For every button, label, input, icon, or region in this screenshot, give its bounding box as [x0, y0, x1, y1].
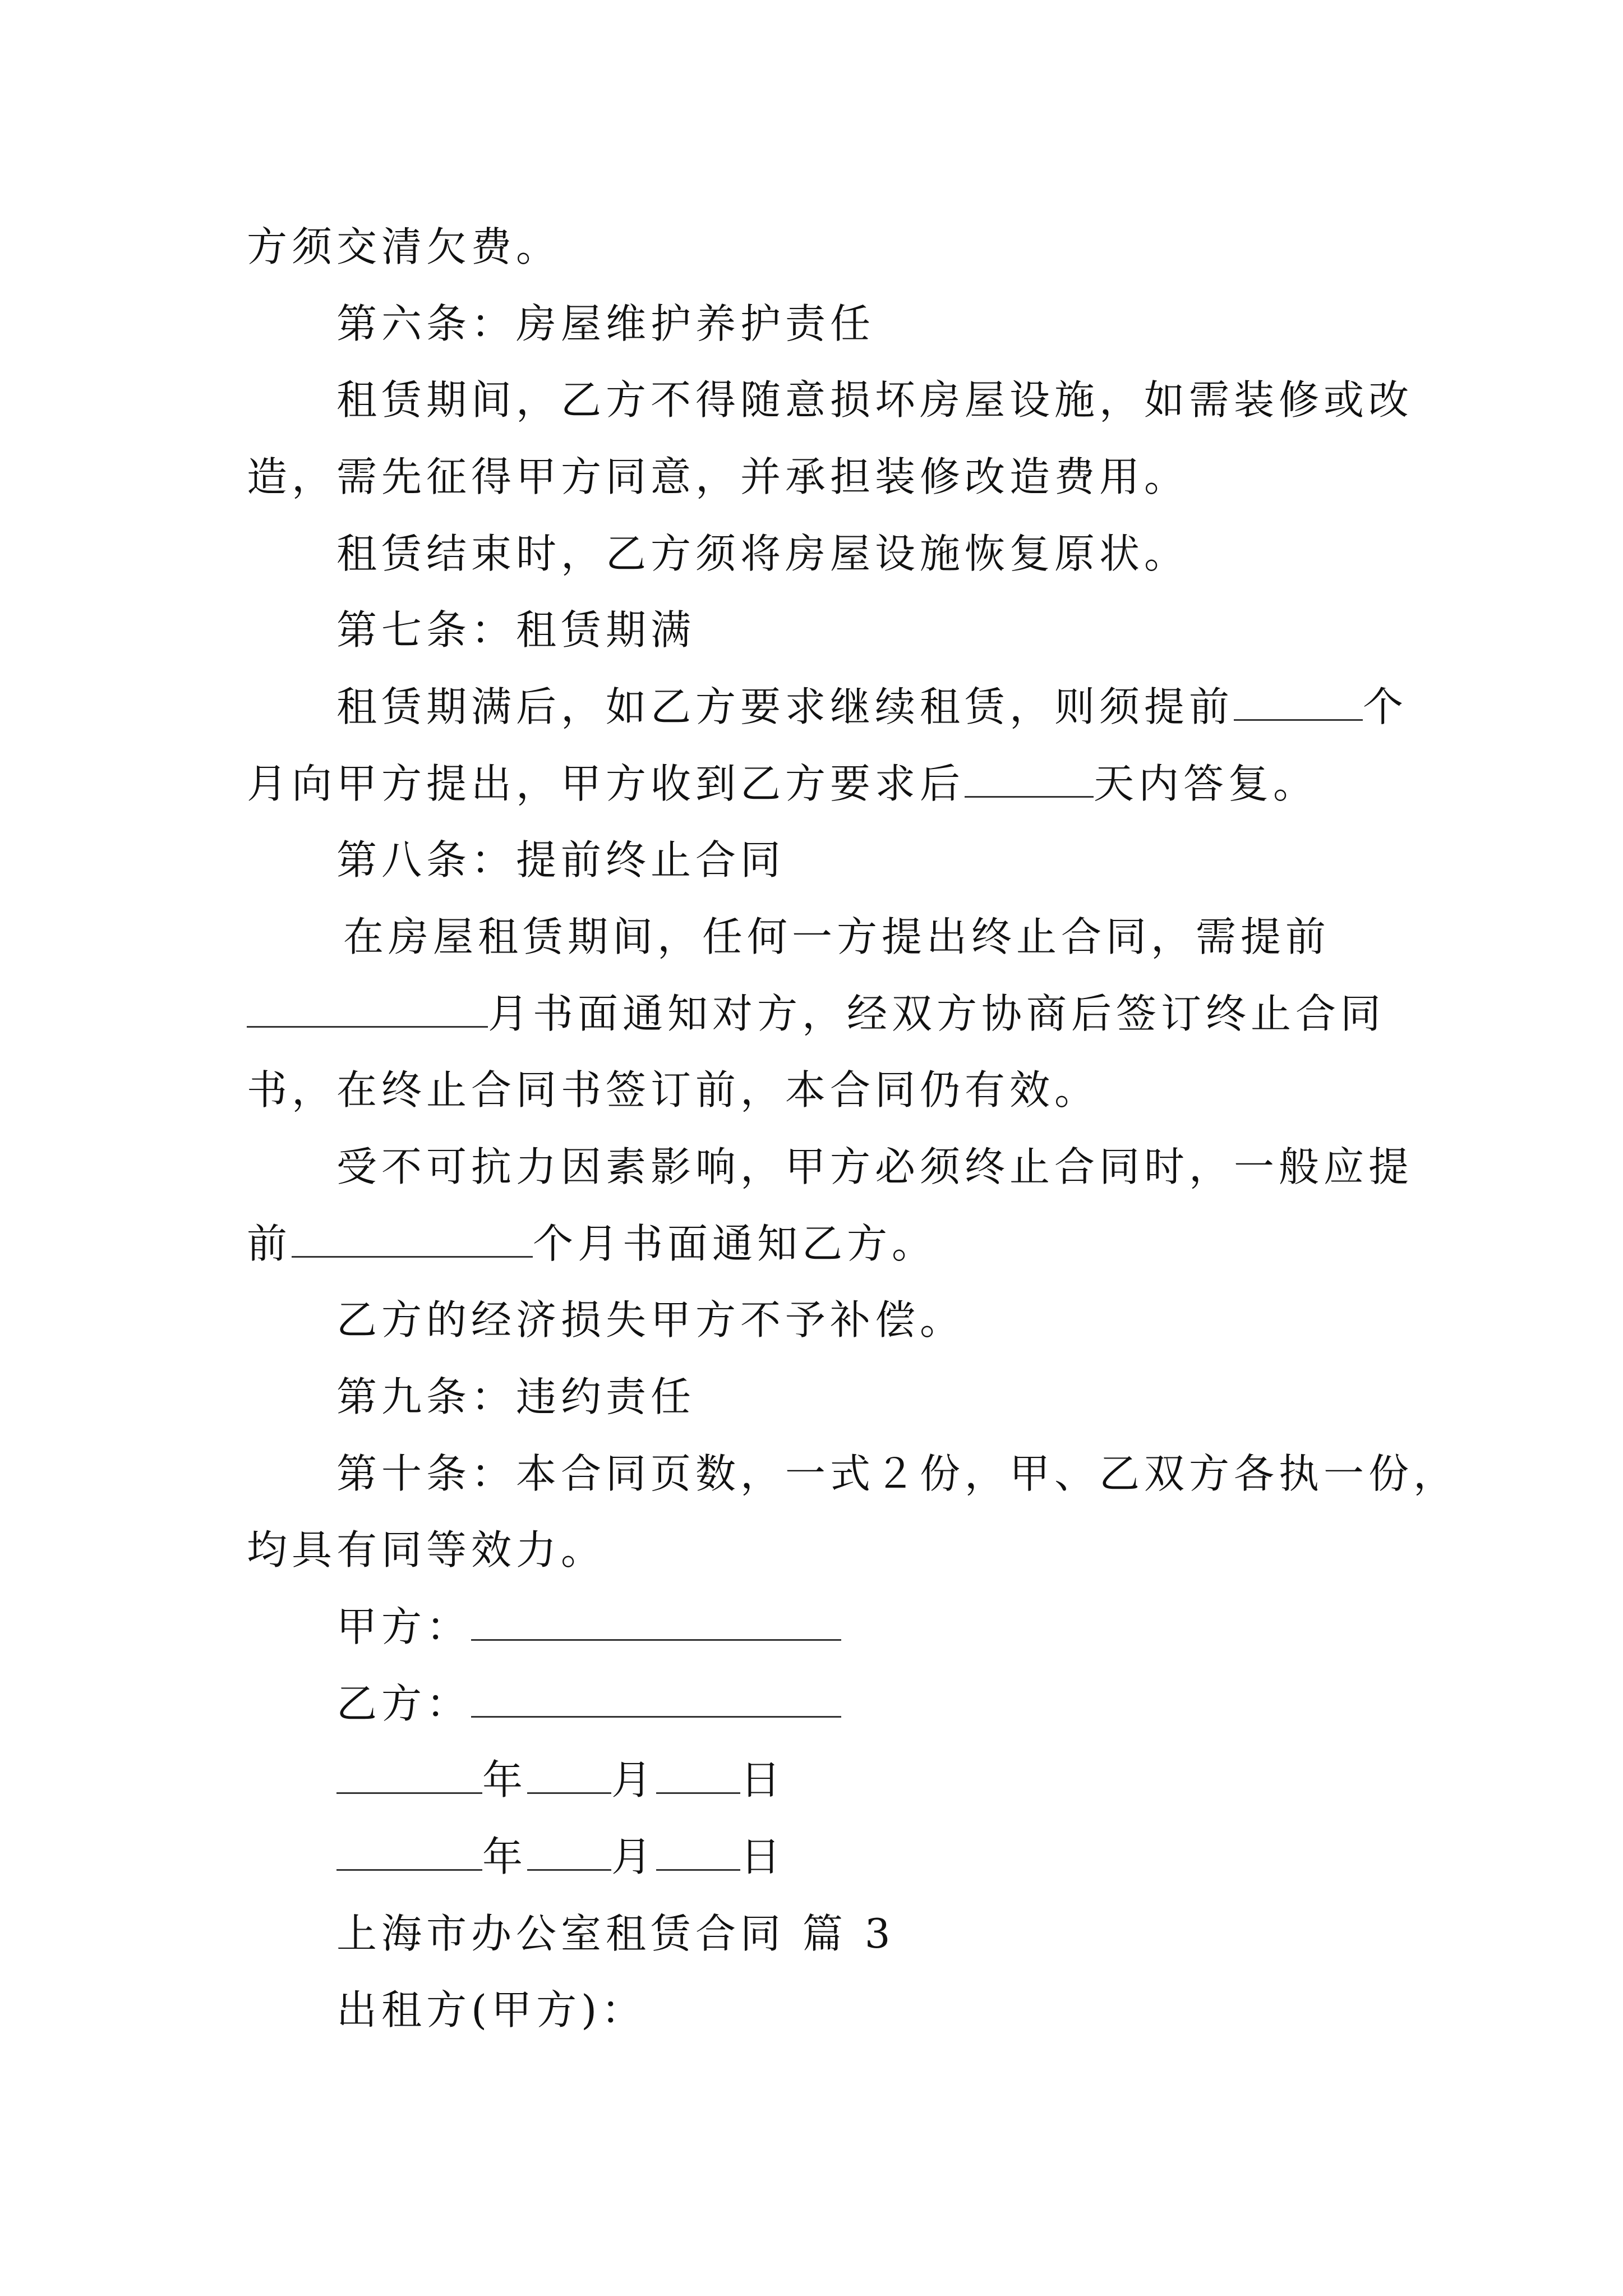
lessor-line: 出租方(甲方)： [336, 1986, 647, 2033]
article-9-heading: 第九条：违约责任 [336, 1373, 696, 1420]
party-a-blank[interactable] [471, 1607, 841, 1641]
line-text: 前 [247, 1220, 292, 1267]
article-10-line: 第十条：本合同页数，一式２份，甲、乙双方各执一份， [336, 1450, 1459, 1497]
paragraph-line: 造，需先征得甲方同意，并承担装修改造费用。 [247, 453, 1189, 500]
article-7-heading: 第七条：租赁期满 [336, 606, 696, 654]
line-text: 天内答复。 [1094, 760, 1318, 807]
party-b-signature-line [336, 1676, 1402, 1732]
line-text: 月书面通知对方，经双方协商后签订终止合同 [488, 990, 1386, 1037]
line-text: 个 [1363, 683, 1408, 730]
year-blank[interactable] [336, 1760, 482, 1794]
date-line [336, 1829, 1402, 1885]
year-label: 年 [482, 1833, 528, 1880]
notice-months-blank[interactable] [247, 993, 488, 1028]
paragraph-line: 受不可抗力因素影响，甲方必须终止合同时，一般应提 [336, 1143, 1414, 1190]
paragraph-line: 均具有同等效力。 [247, 1526, 606, 1573]
year-label: 年 [482, 1756, 528, 1803]
day-blank[interactable] [656, 1760, 740, 1794]
day-blank[interactable] [656, 1837, 740, 1871]
article-6-heading: 第六条：房屋维护养护责任 [336, 300, 875, 347]
party-a-label: 甲方： [336, 1603, 472, 1650]
line-text: 租赁期满后，如乙方要求继续租赁，则须提前 [336, 683, 1234, 730]
article-8-heading: 第八条：提前终止合同 [336, 836, 786, 884]
months-blank[interactable] [1234, 687, 1363, 721]
date-line [336, 1752, 1402, 1808]
days-blank[interactable] [965, 763, 1094, 798]
paragraph-line: 书，在终止合同书签订前，本合同仍有效。 [247, 1066, 1100, 1114]
section-heading: 上海市办公室租赁合同 篇 3 [336, 1910, 895, 1957]
year-blank[interactable] [336, 1837, 482, 1871]
paragraph-line: 方须交清欠费。 [247, 223, 561, 270]
day-label: 日 [740, 1833, 786, 1880]
paragraph-line: 租赁结束时，乙方须将房屋设施恢复原状。 [336, 530, 1189, 577]
month-label: 月 [611, 1833, 657, 1880]
paragraph-line [247, 756, 1402, 812]
paragraph-line: 乙方的经济损失甲方不予补偿。 [336, 1296, 965, 1343]
paragraph-line [247, 1216, 1402, 1272]
party-a-signature-line [336, 1599, 1402, 1655]
line-text: 个月书面通知乙方。 [533, 1220, 937, 1267]
day-label: 日 [740, 1756, 786, 1803]
paragraph-line [247, 986, 1402, 1042]
month-blank[interactable] [527, 1837, 611, 1871]
paragraph-line: 在房屋租赁期间，任何一方提出终止合同，需提前 [343, 913, 1331, 960]
month-blank[interactable] [527, 1760, 611, 1794]
month-label: 月 [611, 1756, 657, 1803]
party-b-label: 乙方： [336, 1680, 472, 1727]
party-b-blank[interactable] [471, 1683, 841, 1718]
paragraph-line: 租赁期间，乙方不得随意损坏房屋设施，如需装修或改 [336, 376, 1414, 424]
paragraph-line [336, 679, 1408, 735]
force-majeure-months-blank[interactable] [292, 1223, 533, 1258]
line-text: 月向甲方提出，甲方收到乙方要求后 [247, 760, 965, 807]
